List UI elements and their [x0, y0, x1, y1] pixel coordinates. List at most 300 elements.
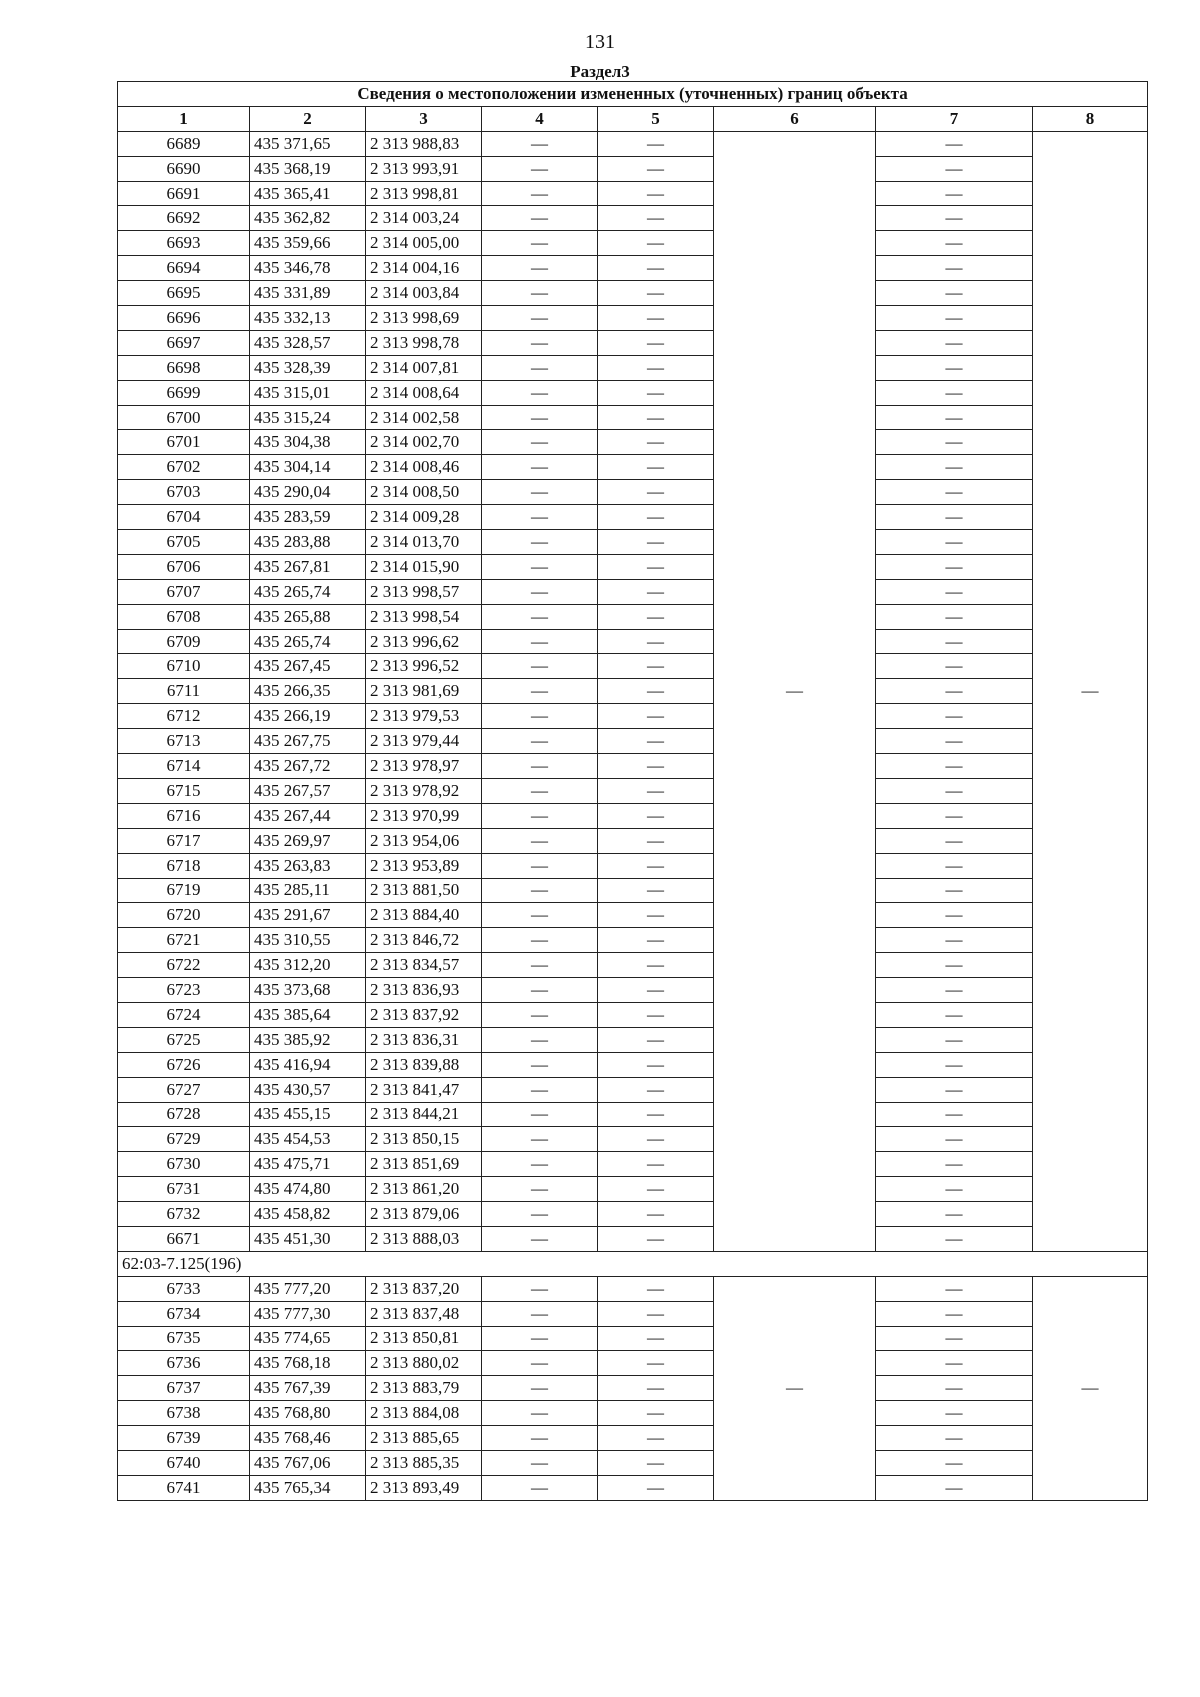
column-7-cell: —	[876, 306, 1033, 331]
column-7-cell: —	[876, 1202, 1033, 1227]
column-5-cell: —	[598, 604, 714, 629]
table-row	[118, 1450, 1148, 1475]
table-row	[118, 530, 1148, 555]
table-row	[118, 181, 1148, 206]
column-5-cell: —	[598, 1102, 714, 1127]
column-header: 5	[598, 106, 714, 131]
column-4-cell: —	[482, 1426, 598, 1451]
column-7-cell: —	[876, 1301, 1033, 1326]
point-number-cell: 6708	[118, 604, 250, 629]
x-coordinate-cell: 435 385,64	[250, 1002, 366, 1027]
y-coordinate-cell: 2 313 841,47	[366, 1077, 482, 1102]
x-coordinate-cell: 435 385,92	[250, 1027, 366, 1052]
column-5-cell: —	[598, 679, 714, 704]
column-4-cell: —	[482, 480, 598, 505]
point-number-cell: 6694	[118, 256, 250, 281]
y-coordinate-cell: 2 314 015,90	[366, 554, 482, 579]
column-7-cell: —	[876, 903, 1033, 928]
table-row	[118, 953, 1148, 978]
column-7-cell: —	[876, 953, 1033, 978]
column-5-cell: —	[598, 579, 714, 604]
point-number-cell: 6702	[118, 455, 250, 480]
x-coordinate-cell: 435 328,57	[250, 330, 366, 355]
column-5-cell: —	[598, 530, 714, 555]
y-coordinate-cell: 2 313 836,31	[366, 1027, 482, 1052]
point-number-cell: 6720	[118, 903, 250, 928]
column-4-cell: —	[482, 1450, 598, 1475]
y-coordinate-cell: 2 313 883,79	[366, 1376, 482, 1401]
column-4-cell: —	[482, 903, 598, 928]
point-number-cell: 6729	[118, 1127, 250, 1152]
column-5-cell: —	[598, 1152, 714, 1177]
column-7-cell: —	[876, 579, 1033, 604]
column-5-cell: —	[598, 355, 714, 380]
column-5-cell: —	[598, 231, 714, 256]
y-coordinate-cell: 2 314 008,50	[366, 480, 482, 505]
column-5-cell: —	[598, 480, 714, 505]
y-coordinate-cell: 2 314 013,70	[366, 530, 482, 555]
table-row	[118, 156, 1148, 181]
column-4-cell: —	[482, 355, 598, 380]
column-7-cell: —	[876, 878, 1033, 903]
point-number-cell: 6739	[118, 1426, 250, 1451]
point-number-cell: 6703	[118, 480, 250, 505]
column-7-cell: —	[876, 729, 1033, 754]
x-coordinate-cell: 435 290,04	[250, 480, 366, 505]
x-coordinate-cell: 435 768,80	[250, 1401, 366, 1426]
y-coordinate-cell: 2 313 881,50	[366, 878, 482, 903]
x-coordinate-cell: 435 362,82	[250, 206, 366, 231]
column-7-cell: —	[876, 1077, 1033, 1102]
column-5-cell: —	[598, 803, 714, 828]
column-4-cell: —	[482, 1301, 598, 1326]
column-7-cell: —	[876, 1027, 1033, 1052]
y-coordinate-cell: 2 313 996,62	[366, 629, 482, 654]
column-5-cell: —	[598, 306, 714, 331]
x-coordinate-cell: 435 265,74	[250, 629, 366, 654]
column-8-merged-cell: —	[1033, 1276, 1148, 1500]
table-row	[118, 1276, 1148, 1301]
column-5-cell: —	[598, 505, 714, 530]
column-7-cell: —	[876, 928, 1033, 953]
point-number-cell: 6701	[118, 430, 250, 455]
column-7-cell: —	[876, 1177, 1033, 1202]
table-row	[118, 206, 1148, 231]
point-number-cell: 6737	[118, 1376, 250, 1401]
table-row	[118, 853, 1148, 878]
y-coordinate-cell: 2 314 002,58	[366, 405, 482, 430]
x-coordinate-cell: 435 331,89	[250, 281, 366, 306]
column-5-cell: —	[598, 828, 714, 853]
point-number-cell: 6692	[118, 206, 250, 231]
point-number-cell: 6713	[118, 729, 250, 754]
point-number-cell: 6725	[118, 1027, 250, 1052]
column-7-cell: —	[876, 206, 1033, 231]
column-7-cell: —	[876, 778, 1033, 803]
page-number: 131	[585, 31, 615, 53]
y-coordinate-cell: 2 313 998,57	[366, 579, 482, 604]
column-7-cell: —	[876, 853, 1033, 878]
x-coordinate-cell: 435 475,71	[250, 1152, 366, 1177]
column-header: 1	[118, 106, 250, 131]
point-number-cell: 6741	[118, 1475, 250, 1500]
x-coordinate-cell: 435 269,97	[250, 828, 366, 853]
point-number-cell: 6705	[118, 530, 250, 555]
table-row	[118, 679, 1148, 704]
x-coordinate-cell: 435 474,80	[250, 1177, 366, 1202]
column-5-cell: —	[598, 903, 714, 928]
column-7-cell: —	[876, 330, 1033, 355]
x-coordinate-cell: 435 777,30	[250, 1301, 366, 1326]
column-7-cell: —	[876, 181, 1033, 206]
y-coordinate-cell: 2 313 981,69	[366, 679, 482, 704]
point-number-cell: 6714	[118, 754, 250, 779]
column-5-cell: —	[598, 778, 714, 803]
point-number-cell: 6715	[118, 778, 250, 803]
y-coordinate-cell: 2 313 834,57	[366, 953, 482, 978]
column-5-cell: —	[598, 1276, 714, 1301]
table-row	[118, 1351, 1148, 1376]
point-number-cell: 6724	[118, 1002, 250, 1027]
column-4-cell: —	[482, 978, 598, 1003]
column-5-cell: —	[598, 953, 714, 978]
column-4-cell: —	[482, 1052, 598, 1077]
column-7-cell: —	[876, 978, 1033, 1003]
table-row	[118, 405, 1148, 430]
column-4-cell: —	[482, 1077, 598, 1102]
column-4-cell: —	[482, 181, 598, 206]
y-coordinate-cell: 2 313 839,88	[366, 1052, 482, 1077]
y-coordinate-cell: 2 313 836,93	[366, 978, 482, 1003]
y-coordinate-cell: 2 313 998,54	[366, 604, 482, 629]
column-7-cell: —	[876, 131, 1033, 156]
column-5-cell: —	[598, 405, 714, 430]
point-number-cell: 6699	[118, 380, 250, 405]
y-coordinate-cell: 2 313 844,21	[366, 1102, 482, 1127]
column-4-cell: —	[482, 131, 598, 156]
column-4-cell: —	[482, 1127, 598, 1152]
point-number-cell: 6732	[118, 1202, 250, 1227]
column-4-cell: —	[482, 505, 598, 530]
column-4-cell: —	[482, 156, 598, 181]
table-body	[118, 131, 1148, 1500]
column-4-cell: —	[482, 579, 598, 604]
column-7-cell: —	[876, 156, 1033, 181]
point-number-cell: 6716	[118, 803, 250, 828]
x-coordinate-cell: 435 332,13	[250, 306, 366, 331]
table-row	[118, 1127, 1148, 1152]
column-4-cell: —	[482, 1376, 598, 1401]
x-coordinate-cell: 435 777,20	[250, 1276, 366, 1301]
column-4-cell: —	[482, 206, 598, 231]
column-4-cell: —	[482, 430, 598, 455]
point-number-cell: 6691	[118, 181, 250, 206]
column-header: 6	[714, 106, 876, 131]
table-row	[118, 131, 1148, 156]
y-coordinate-cell: 2 313 885,35	[366, 1450, 482, 1475]
table-row	[118, 306, 1148, 331]
x-coordinate-cell: 435 430,57	[250, 1077, 366, 1102]
table-row	[118, 430, 1148, 455]
table-row	[118, 455, 1148, 480]
table-row	[118, 903, 1148, 928]
column-5-cell: —	[598, 629, 714, 654]
table-row	[118, 1152, 1148, 1177]
y-coordinate-cell: 2 313 893,49	[366, 1475, 482, 1500]
column-5-cell: —	[598, 455, 714, 480]
column-5-cell: —	[598, 1027, 714, 1052]
column-5-cell: —	[598, 928, 714, 953]
x-coordinate-cell: 435 458,82	[250, 1202, 366, 1227]
table-row	[118, 778, 1148, 803]
point-number-cell: 6693	[118, 231, 250, 256]
y-coordinate-cell: 2 313 996,52	[366, 654, 482, 679]
table-caption: Сведения о местоположении измененных (уточненных) границ объекта	[118, 82, 1148, 107]
column-4-cell: —	[482, 1351, 598, 1376]
point-number-cell: 6707	[118, 579, 250, 604]
table-row	[118, 380, 1148, 405]
column-4-cell: —	[482, 878, 598, 903]
x-coordinate-cell: 435 267,57	[250, 778, 366, 803]
y-coordinate-cell: 2 313 880,02	[366, 1351, 482, 1376]
column-7-cell: —	[876, 1401, 1033, 1426]
column-4-cell: —	[482, 1027, 598, 1052]
column-7-cell: —	[876, 505, 1033, 530]
column-7-cell: —	[876, 1475, 1033, 1500]
point-number-cell: 6723	[118, 978, 250, 1003]
x-coordinate-cell: 435 285,11	[250, 878, 366, 903]
table-row	[118, 1027, 1148, 1052]
column-4-cell: —	[482, 1152, 598, 1177]
y-coordinate-cell: 2 314 004,16	[366, 256, 482, 281]
x-coordinate-cell: 435 455,15	[250, 1102, 366, 1127]
column-4-cell: —	[482, 803, 598, 828]
column-7-cell: —	[876, 1376, 1033, 1401]
column-5-cell: —	[598, 1202, 714, 1227]
y-coordinate-cell: 2 313 850,15	[366, 1127, 482, 1152]
column-7-cell: —	[876, 629, 1033, 654]
table-row	[118, 928, 1148, 953]
y-coordinate-cell: 2 313 885,65	[366, 1426, 482, 1451]
column-5-cell: —	[598, 1475, 714, 1500]
table-row	[118, 1077, 1148, 1102]
column-7-cell: —	[876, 256, 1033, 281]
point-number-cell: 6704	[118, 505, 250, 530]
column-4-cell: —	[482, 778, 598, 803]
x-coordinate-cell: 435 266,19	[250, 704, 366, 729]
column-header: 7	[876, 106, 1033, 131]
x-coordinate-cell: 435 310,55	[250, 928, 366, 953]
column-7-cell: —	[876, 554, 1033, 579]
column-header: 4	[482, 106, 598, 131]
column-8-merged-cell: —	[1033, 131, 1148, 1251]
column-5-cell: —	[598, 131, 714, 156]
coordinates-table	[117, 81, 1148, 1501]
point-number-cell: 6735	[118, 1326, 250, 1351]
column-5-cell: —	[598, 654, 714, 679]
column-4-cell: —	[482, 1326, 598, 1351]
x-coordinate-cell: 435 291,67	[250, 903, 366, 928]
point-number-cell: 6718	[118, 853, 250, 878]
y-coordinate-cell: 2 314 009,28	[366, 505, 482, 530]
column-4-cell: —	[482, 1102, 598, 1127]
y-coordinate-cell: 2 313 970,99	[366, 803, 482, 828]
column-6-merged-cell: —	[714, 131, 876, 1251]
column-header: 2	[250, 106, 366, 131]
column-7-cell: —	[876, 455, 1033, 480]
column-5-cell: —	[598, 1401, 714, 1426]
point-number-cell: 6706	[118, 554, 250, 579]
table-row	[118, 803, 1148, 828]
x-coordinate-cell: 435 304,14	[250, 455, 366, 480]
table-row	[118, 1475, 1148, 1500]
table-row	[118, 1052, 1148, 1077]
column-4-cell: —	[482, 704, 598, 729]
y-coordinate-cell: 2 313 837,48	[366, 1301, 482, 1326]
column-6-merged-cell: —	[714, 1276, 876, 1500]
column-4-cell: —	[482, 231, 598, 256]
column-5-cell: —	[598, 1002, 714, 1027]
column-7-cell: —	[876, 1127, 1033, 1152]
point-number-cell: 6733	[118, 1276, 250, 1301]
y-coordinate-cell: 2 313 954,06	[366, 828, 482, 853]
column-4-cell: —	[482, 455, 598, 480]
point-number-cell: 6730	[118, 1152, 250, 1177]
y-coordinate-cell: 2 314 003,84	[366, 281, 482, 306]
column-4-cell: —	[482, 405, 598, 430]
column-7-cell: —	[876, 1450, 1033, 1475]
table-row	[118, 355, 1148, 380]
column-7-cell: —	[876, 1102, 1033, 1127]
point-number-cell: 6696	[118, 306, 250, 331]
column-7-cell: —	[876, 1226, 1033, 1251]
y-coordinate-cell: 2 313 837,20	[366, 1276, 482, 1301]
y-coordinate-cell: 2 313 978,92	[366, 778, 482, 803]
point-number-cell: 6738	[118, 1401, 250, 1426]
x-coordinate-cell: 435 767,06	[250, 1450, 366, 1475]
table-row	[118, 256, 1148, 281]
point-number-cell: 6721	[118, 928, 250, 953]
column-4-cell: —	[482, 853, 598, 878]
point-number-cell: 6719	[118, 878, 250, 903]
column-4-cell: —	[482, 1226, 598, 1251]
x-coordinate-cell: 435 774,65	[250, 1326, 366, 1351]
y-coordinate-cell: 2 313 861,20	[366, 1177, 482, 1202]
y-coordinate-cell: 2 313 988,83	[366, 131, 482, 156]
table-row	[118, 231, 1148, 256]
column-4-cell: —	[482, 1475, 598, 1500]
y-coordinate-cell: 2 313 850,81	[366, 1326, 482, 1351]
table-row	[118, 729, 1148, 754]
x-coordinate-cell: 435 767,39	[250, 1376, 366, 1401]
column-4-cell: —	[482, 604, 598, 629]
column-5-cell: —	[598, 1127, 714, 1152]
y-coordinate-cell: 2 314 005,00	[366, 231, 482, 256]
column-4-cell: —	[482, 828, 598, 853]
point-number-cell: 6727	[118, 1077, 250, 1102]
column-4-cell: —	[482, 654, 598, 679]
column-5-cell: —	[598, 1301, 714, 1326]
table-row	[118, 1202, 1148, 1227]
column-4-cell: —	[482, 679, 598, 704]
point-number-cell: 6700	[118, 405, 250, 430]
column-5-cell: —	[598, 330, 714, 355]
column-5-cell: —	[598, 1326, 714, 1351]
x-coordinate-cell: 435 416,94	[250, 1052, 366, 1077]
column-5-cell: —	[598, 754, 714, 779]
column-7-cell: —	[876, 754, 1033, 779]
x-coordinate-cell: 435 454,53	[250, 1127, 366, 1152]
column-7-cell: —	[876, 1152, 1033, 1177]
y-coordinate-cell: 2 314 008,64	[366, 380, 482, 405]
column-5-cell: —	[598, 978, 714, 1003]
point-number-cell: 6728	[118, 1102, 250, 1127]
table-row	[118, 554, 1148, 579]
column-5-cell: —	[598, 1426, 714, 1451]
column-4-cell: —	[482, 380, 598, 405]
column-4-cell: —	[482, 928, 598, 953]
column-header: 8	[1033, 106, 1148, 131]
column-5-cell: —	[598, 853, 714, 878]
column-4-cell: —	[482, 1202, 598, 1227]
y-coordinate-cell: 2 314 008,46	[366, 455, 482, 480]
column-7-cell: —	[876, 480, 1033, 505]
column-5-cell: —	[598, 430, 714, 455]
column-4-cell: —	[482, 554, 598, 579]
point-number-cell: 6736	[118, 1351, 250, 1376]
x-coordinate-cell: 435 768,18	[250, 1351, 366, 1376]
column-4-cell: —	[482, 256, 598, 281]
x-coordinate-cell: 435 304,38	[250, 430, 366, 455]
column-5-cell: —	[598, 878, 714, 903]
column-5-cell: —	[598, 1351, 714, 1376]
column-5-cell: —	[598, 729, 714, 754]
y-coordinate-cell: 2 313 953,89	[366, 853, 482, 878]
column-7-cell: —	[876, 828, 1033, 853]
column-4-cell: —	[482, 629, 598, 654]
column-7-cell: —	[876, 1326, 1033, 1351]
point-number-cell: 6689	[118, 131, 250, 156]
x-coordinate-cell: 435 266,35	[250, 679, 366, 704]
point-number-cell: 6726	[118, 1052, 250, 1077]
table-row	[118, 480, 1148, 505]
table-row	[118, 1002, 1148, 1027]
table-row	[118, 754, 1148, 779]
table-row	[118, 1226, 1148, 1251]
point-number-cell: 6690	[118, 156, 250, 181]
x-coordinate-cell: 435 346,78	[250, 256, 366, 281]
y-coordinate-cell: 2 313 978,97	[366, 754, 482, 779]
column-7-cell: —	[876, 380, 1033, 405]
x-coordinate-cell: 435 267,45	[250, 654, 366, 679]
column-7-cell: —	[876, 1276, 1033, 1301]
point-number-cell: 6711	[118, 679, 250, 704]
table-row	[118, 1426, 1148, 1451]
point-number-cell: 6731	[118, 1177, 250, 1202]
x-coordinate-cell: 435 267,81	[250, 554, 366, 579]
column-4-cell: —	[482, 1002, 598, 1027]
column-7-cell: —	[876, 281, 1033, 306]
point-number-cell: 6697	[118, 330, 250, 355]
y-coordinate-cell: 2 313 846,72	[366, 928, 482, 953]
y-coordinate-cell: 2 313 837,92	[366, 1002, 482, 1027]
column-7-cell: —	[876, 355, 1033, 380]
column-4-cell: —	[482, 729, 598, 754]
column-7-cell: —	[876, 405, 1033, 430]
point-number-cell: 6698	[118, 355, 250, 380]
column-5-cell: —	[598, 554, 714, 579]
table-row	[118, 978, 1148, 1003]
